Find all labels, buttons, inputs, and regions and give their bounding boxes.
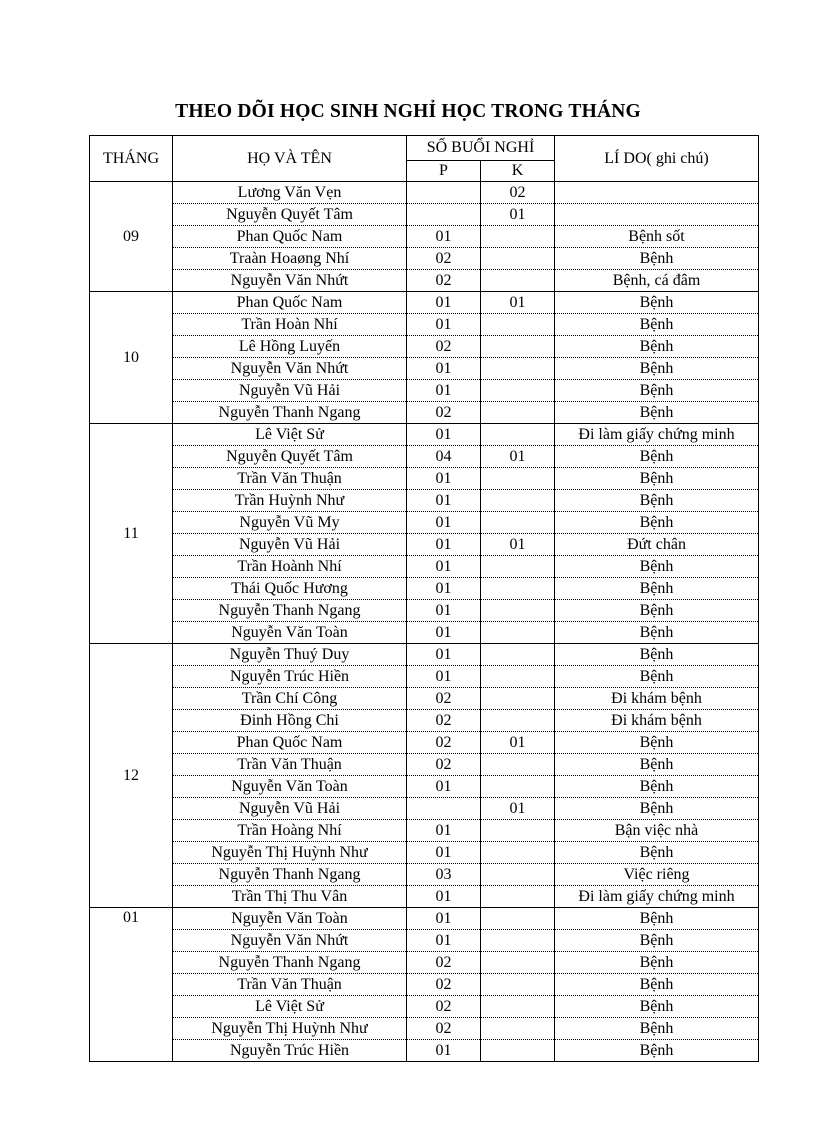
reason-cell: Bệnh [555, 578, 759, 600]
page-title: THEO DÕI HỌC SINH NGHỈ HỌC TRONG THÁNG [175, 101, 641, 122]
p-count-cell: 01 [407, 842, 481, 864]
k-count-cell [481, 468, 555, 490]
p-count-cell: 02 [407, 952, 481, 974]
table-row [90, 644, 759, 666]
student-name-cell: Trần Thị Thu Vân [173, 886, 407, 908]
header-absences: SỐ BUỔI NGHỈ [407, 136, 555, 161]
attendance-body [90, 182, 759, 1062]
k-count-cell [481, 490, 555, 512]
table-row [90, 226, 759, 248]
header-reason: LÍ DO( ghi chú) [555, 136, 759, 182]
reason-cell: Bệnh [555, 996, 759, 1018]
student-name-cell: Traàn Hoaøng Nhí [173, 248, 407, 270]
student-name-cell: Lê Việt Sử [173, 996, 407, 1018]
p-count-cell: 01 [407, 512, 481, 534]
k-count-cell: 01 [481, 204, 555, 226]
p-count-cell: 01 [407, 292, 481, 314]
p-count-cell: 01 [407, 314, 481, 336]
p-count-cell: 02 [407, 710, 481, 732]
student-name-cell: Nguyễn Văn Toàn [173, 908, 407, 930]
table-row [90, 798, 759, 820]
reason-cell: Bệnh [555, 336, 759, 358]
k-count-cell [481, 820, 555, 842]
p-count-cell: 01 [407, 490, 481, 512]
p-count-cell: 01 [407, 1040, 481, 1062]
table-row [90, 446, 759, 468]
k-count-cell [481, 622, 555, 644]
table-row [90, 336, 759, 358]
student-name-cell: Nguyễn Văn Nhứt [173, 270, 407, 292]
table-row [90, 930, 759, 952]
k-count-cell: 01 [481, 292, 555, 314]
reason-cell: Bệnh [555, 402, 759, 424]
table-row [90, 402, 759, 424]
reason-cell: Bệnh [555, 930, 759, 952]
reason-cell: Đi khám bệnh [555, 688, 759, 710]
student-name-cell: Nguyễn Thanh Ngang [173, 402, 407, 424]
student-name-cell: Trần Hoàn Nhí [173, 314, 407, 336]
reason-cell: Bệnh [555, 314, 759, 336]
k-count-cell [481, 600, 555, 622]
reason-cell: Đi khám bệnh [555, 710, 759, 732]
p-count-cell: 02 [407, 1018, 481, 1040]
table-row [90, 600, 759, 622]
table-row [90, 1018, 759, 1040]
reason-cell: Bệnh [555, 600, 759, 622]
table-row [90, 820, 759, 842]
table-row [90, 622, 759, 644]
k-count-cell [481, 270, 555, 292]
p-count-cell [407, 798, 481, 820]
table-row [90, 468, 759, 490]
table-row [90, 754, 759, 776]
k-count-cell [481, 666, 555, 688]
p-count-cell: 01 [407, 534, 481, 556]
reason-cell: Bệnh [555, 292, 759, 314]
k-count-cell [481, 886, 555, 908]
p-count-cell: 02 [407, 974, 481, 996]
reason-cell: Bệnh [555, 248, 759, 270]
k-count-cell [481, 688, 555, 710]
table-row [90, 380, 759, 402]
table-row [90, 248, 759, 270]
student-name-cell: Nguyễn Văn Nhứt [173, 358, 407, 380]
k-count-cell: 01 [481, 446, 555, 468]
table-row [90, 534, 759, 556]
student-name-cell: Phan Quốc Nam [173, 732, 407, 754]
p-count-cell: 03 [407, 864, 481, 886]
reason-cell: Bệnh [555, 468, 759, 490]
reason-cell: Bệnh [555, 556, 759, 578]
reason-cell: Bệnh [555, 842, 759, 864]
student-name-cell: Nguyễn Trúc Hiền [173, 1040, 407, 1062]
reason-cell: Bệnh [555, 776, 759, 798]
student-name-cell: Nguyễn Quyết Tâm [173, 204, 407, 226]
k-count-cell: 01 [481, 732, 555, 754]
k-count-cell [481, 974, 555, 996]
k-count-cell [481, 1040, 555, 1062]
table-row [90, 974, 759, 996]
p-count-cell [407, 182, 481, 204]
k-count-cell [481, 930, 555, 952]
reason-cell: Bệnh [555, 908, 759, 930]
student-name-cell: Lê Việt Sử [173, 424, 407, 446]
k-count-cell [481, 556, 555, 578]
student-name-cell: Thái Quốc Hương [173, 578, 407, 600]
k-count-cell [481, 402, 555, 424]
table-row [90, 842, 759, 864]
k-count-cell [481, 578, 555, 600]
student-name-cell: Nguyễn Vũ My [173, 512, 407, 534]
p-count-cell: 02 [407, 336, 481, 358]
table-row [90, 490, 759, 512]
k-count-cell [481, 358, 555, 380]
k-count-cell [481, 644, 555, 666]
p-count-cell: 01 [407, 886, 481, 908]
reason-cell: Bệnh [555, 380, 759, 402]
table-row [90, 556, 759, 578]
student-name-cell: Trần Văn Thuận [173, 754, 407, 776]
table-row [90, 908, 759, 930]
p-count-cell: 01 [407, 622, 481, 644]
month-cell: 12 [90, 644, 173, 908]
table-row [90, 688, 759, 710]
reason-cell: Bệnh [555, 754, 759, 776]
k-count-cell [481, 952, 555, 974]
student-name-cell: Trần Hoành Nhí [173, 556, 407, 578]
k-count-cell [481, 710, 555, 732]
p-count-cell: 02 [407, 402, 481, 424]
p-count-cell: 01 [407, 556, 481, 578]
table-row [90, 776, 759, 798]
p-count-cell: 01 [407, 358, 481, 380]
table-row [90, 710, 759, 732]
student-name-cell: Nguyễn Thanh Ngang [173, 600, 407, 622]
student-name-cell: Lương Văn Vẹn [173, 182, 407, 204]
header-name: HỌ VÀ TÊN [173, 136, 407, 182]
student-name-cell: Trần Văn Thuận [173, 468, 407, 490]
student-name-cell: Trần Văn Thuận [173, 974, 407, 996]
table-row [90, 314, 759, 336]
table-row [90, 578, 759, 600]
k-count-cell: 01 [481, 534, 555, 556]
table-row [90, 204, 759, 226]
reason-cell: Đi làm giấy chứng minh [555, 886, 759, 908]
student-name-cell: Đinh Hồng Chi [173, 710, 407, 732]
student-name-cell: Nguyễn Văn Toàn [173, 776, 407, 798]
k-count-cell [481, 864, 555, 886]
p-count-cell: 01 [407, 226, 481, 248]
k-count-cell [481, 996, 555, 1018]
reason-cell: Việc riêng [555, 864, 759, 886]
student-name-cell: Nguyễn Văn Nhứt [173, 930, 407, 952]
table-row [90, 1040, 759, 1062]
k-count-cell [481, 380, 555, 402]
reason-cell: Bệnh [555, 1018, 759, 1040]
month-cell: 11 [90, 424, 173, 644]
reason-cell: Bệnh [555, 732, 759, 754]
reason-cell: Bệnh [555, 952, 759, 974]
table-row [90, 732, 759, 754]
month-cell: 10 [90, 292, 173, 424]
p-count-cell [407, 204, 481, 226]
reason-cell: Bệnh [555, 622, 759, 644]
k-count-cell [481, 776, 555, 798]
table-row [90, 182, 759, 204]
reason-cell: Bệnh [555, 358, 759, 380]
student-name-cell: Nguyễn Thị Huỳnh Như [173, 1018, 407, 1040]
p-count-cell: 01 [407, 820, 481, 842]
student-name-cell: Nguyễn Quyết Tâm [173, 446, 407, 468]
table-row [90, 358, 759, 380]
table-row [90, 996, 759, 1018]
p-count-cell: 01 [407, 930, 481, 952]
k-count-cell [481, 754, 555, 776]
p-count-cell: 01 [407, 578, 481, 600]
p-count-cell: 02 [407, 688, 481, 710]
table-row [90, 424, 759, 446]
table-row [90, 512, 759, 534]
p-count-cell: 01 [407, 424, 481, 446]
k-count-cell [481, 226, 555, 248]
reason-cell: Bệnh, cá đâm [555, 270, 759, 292]
p-count-cell: 02 [407, 248, 481, 270]
reason-cell: Đi làm giấy chứng minh [555, 424, 759, 446]
p-count-cell: 02 [407, 732, 481, 754]
reason-cell: Bệnh [555, 666, 759, 688]
k-count-cell [481, 908, 555, 930]
k-count-cell [481, 512, 555, 534]
p-count-cell: 01 [407, 666, 481, 688]
table-row [90, 666, 759, 688]
p-count-cell: 01 [407, 600, 481, 622]
reason-cell: Đứt chân [555, 534, 759, 556]
k-count-cell: 02 [481, 182, 555, 204]
p-count-cell: 02 [407, 996, 481, 1018]
student-name-cell: Nguyễn Thanh Ngang [173, 864, 407, 886]
student-name-cell: Lê Hồng Luyến [173, 336, 407, 358]
student-name-cell: Nguyễn Trúc Hiền [173, 666, 407, 688]
table-row [90, 270, 759, 292]
p-count-cell: 01 [407, 468, 481, 490]
student-name-cell: Nguyễn Thuý Duy [173, 644, 407, 666]
table-row [90, 886, 759, 908]
table-row [90, 292, 759, 314]
student-name-cell: Phan Quốc Nam [173, 226, 407, 248]
reason-cell: Bệnh [555, 490, 759, 512]
p-count-cell: 01 [407, 644, 481, 666]
student-name-cell: Nguyễn Thanh Ngang [173, 952, 407, 974]
k-count-cell [481, 424, 555, 446]
k-count-cell [481, 1018, 555, 1040]
reason-cell: Bệnh [555, 446, 759, 468]
header-month: THÁNG [90, 136, 173, 182]
k-count-cell: 01 [481, 798, 555, 820]
k-count-cell [481, 336, 555, 358]
p-count-cell: 02 [407, 754, 481, 776]
p-count-cell: 01 [407, 380, 481, 402]
student-name-cell: Trần Huỳnh Như [173, 490, 407, 512]
student-name-cell: Phan Quốc Nam [173, 292, 407, 314]
reason-cell: Bệnh [555, 1040, 759, 1062]
k-count-cell [481, 248, 555, 270]
header-k: K [481, 161, 555, 182]
attendance-table [89, 135, 759, 1062]
p-count-cell: 01 [407, 776, 481, 798]
reason-cell [555, 204, 759, 226]
table-row [90, 952, 759, 974]
header-p: P [407, 161, 481, 182]
k-count-cell [481, 314, 555, 336]
table-row [90, 864, 759, 886]
reason-cell: Bệnh [555, 974, 759, 996]
reason-cell: Bệnh [555, 798, 759, 820]
student-name-cell: Nguyễn Văn Toàn [173, 622, 407, 644]
p-count-cell: 01 [407, 908, 481, 930]
student-name-cell: Nguyễn Vũ Hải [173, 798, 407, 820]
k-count-cell [481, 842, 555, 864]
month-cell: 01 [90, 908, 173, 1062]
reason-cell: Bệnh [555, 644, 759, 666]
student-name-cell: Nguyễn Vũ Hải [173, 380, 407, 402]
p-count-cell: 04 [407, 446, 481, 468]
student-name-cell: Trần Chí Công [173, 688, 407, 710]
reason-cell [555, 182, 759, 204]
student-name-cell: Trần Hoàng Nhí [173, 820, 407, 842]
reason-cell: Bận việc nhà [555, 820, 759, 842]
reason-cell: Bệnh sốt [555, 226, 759, 248]
reason-cell: Bệnh [555, 512, 759, 534]
student-name-cell: Nguyễn Vũ Hải [173, 534, 407, 556]
student-name-cell: Nguyễn Thị Huỳnh Như [173, 842, 407, 864]
month-cell: 09 [90, 182, 173, 292]
p-count-cell: 02 [407, 270, 481, 292]
